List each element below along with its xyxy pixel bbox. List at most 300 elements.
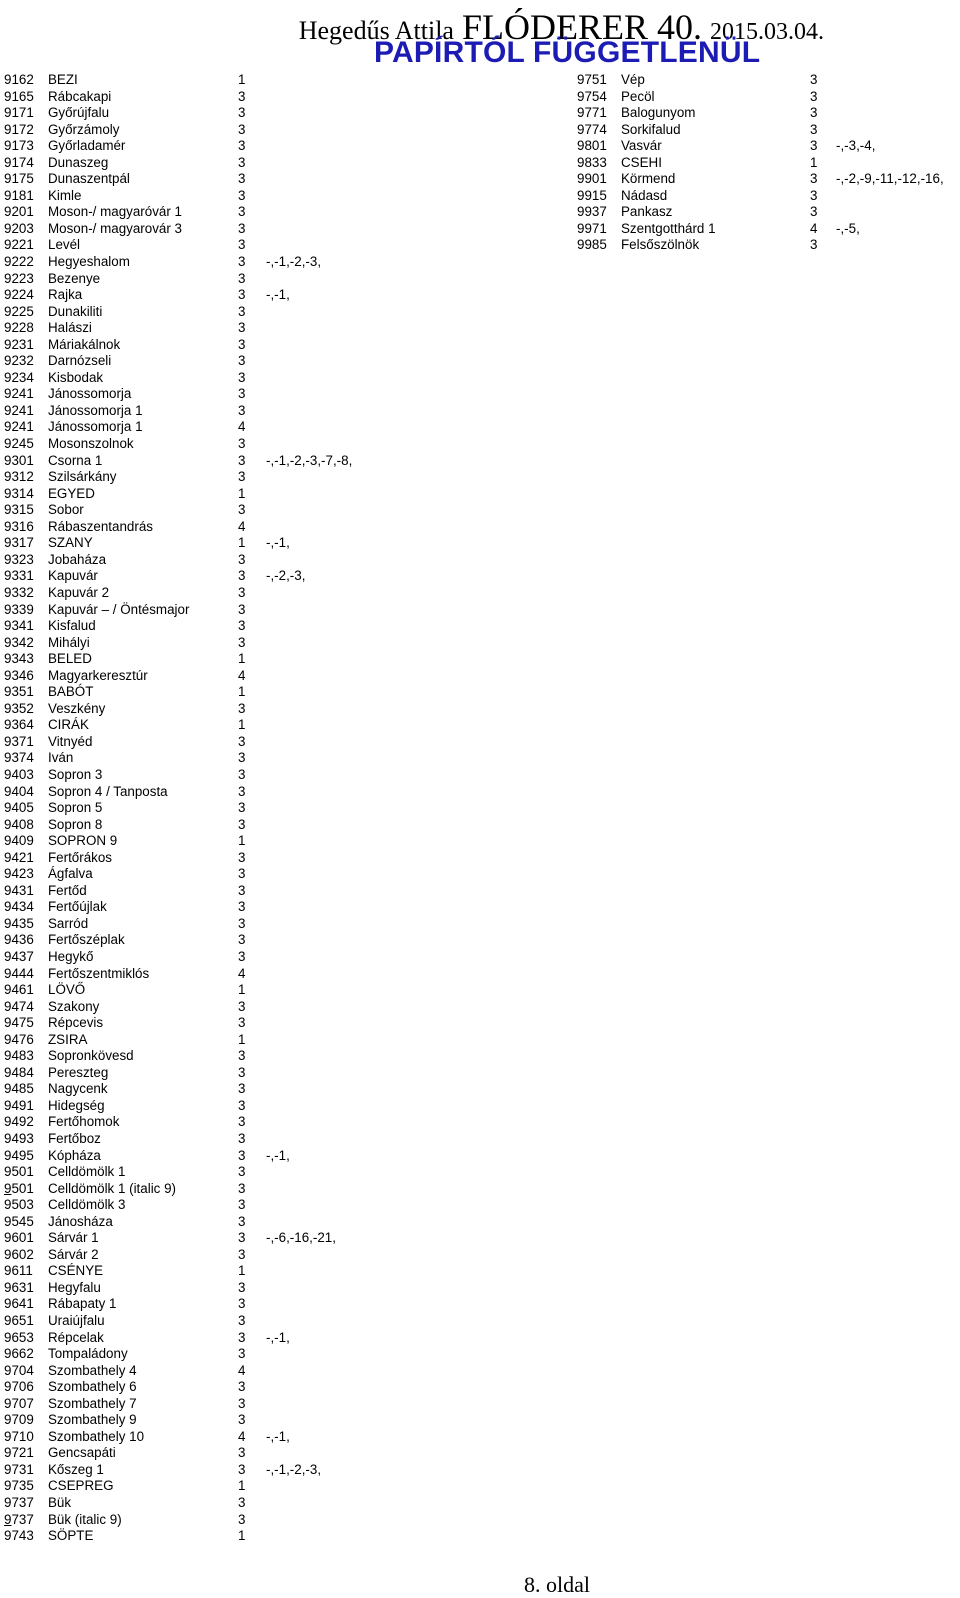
row-code: 9774: [577, 121, 607, 137]
row-num: 3: [238, 1346, 246, 1362]
row-num: 1: [238, 833, 246, 849]
row-code: 9476: [4, 1031, 34, 1047]
row-note: -,-1,: [266, 1147, 290, 1163]
list-row: [4, 1379, 544, 1396]
list-row: [4, 89, 544, 106]
row-num: 3: [238, 336, 246, 352]
row-num: 3: [238, 700, 246, 716]
row-code: 9323: [4, 551, 34, 567]
row-name: Jánossomorja 1: [48, 402, 143, 418]
row-name: Moson-/ magyarovár 3: [48, 220, 182, 236]
row-code: 9721: [4, 1445, 34, 1461]
row-num: 1: [810, 154, 818, 170]
row-name: Mosonszolnok: [48, 436, 134, 452]
list-row: [4, 916, 544, 933]
row-code: 9312: [4, 469, 34, 485]
row-name: Sopron 8: [48, 816, 103, 832]
row-name: Felsőszölnök: [621, 237, 700, 253]
row-name: Sobor: [48, 502, 84, 518]
list-row: [4, 403, 544, 420]
list-row: [4, 1015, 544, 1032]
row-name: Sárvár 2: [48, 1246, 99, 1262]
row-num: 3: [810, 105, 818, 121]
list-row: [4, 386, 544, 403]
row-code: 9737: [4, 1511, 34, 1527]
row-num: 1: [238, 1528, 246, 1544]
row-num: 3: [238, 254, 246, 270]
row-num: 3: [238, 750, 246, 766]
row-code: 9444: [4, 965, 34, 981]
row-num: 1: [238, 1263, 246, 1279]
row-num: 3: [238, 1279, 246, 1295]
row-num: 3: [238, 1064, 246, 1080]
row-num: 3: [238, 1131, 246, 1146]
left-list: [4, 72, 544, 1545]
row-code: 9483: [4, 1048, 34, 1064]
row-num: 3: [238, 105, 246, 121]
row-code: 9241: [4, 419, 34, 435]
list-row: [4, 370, 544, 387]
row-code: 9431: [4, 882, 34, 898]
list-row: [4, 1330, 544, 1347]
row-num: 1: [238, 485, 246, 501]
row-code: 9314: [4, 485, 34, 501]
row-code: 9371: [4, 733, 34, 749]
list-row: [4, 72, 544, 89]
list-row: [4, 1114, 544, 1131]
row-name: Celldömölk 1: [48, 1164, 126, 1180]
row-code: 9602: [4, 1246, 34, 1262]
row-num: 3: [810, 138, 818, 154]
list-row: [4, 949, 544, 966]
row-name: Bük: [48, 1495, 72, 1511]
row-code: 9641: [4, 1296, 34, 1312]
row-code: 9403: [4, 766, 34, 782]
row-num: 3: [238, 1329, 246, 1345]
list-row: [4, 1148, 544, 1165]
row-note: -,-3,-4,: [836, 138, 876, 154]
author-name: Hegedűs Attila: [298, 16, 454, 45]
row-code: 9437: [4, 948, 34, 964]
list-row: [4, 1396, 544, 1413]
row-num: 3: [238, 783, 246, 799]
row-code: 9801: [577, 138, 607, 154]
row-num: 3: [238, 237, 246, 253]
row-num: 3: [238, 1180, 246, 1196]
list-row: [4, 1131, 544, 1148]
row-code: 9346: [4, 667, 34, 683]
row-num: 1: [238, 72, 246, 87]
list-row: [4, 1098, 544, 1115]
row-name: Moson-/ magyaróvár 1: [48, 204, 182, 220]
row-name: Győrzámoly: [48, 121, 120, 137]
row-code: 9461: [4, 982, 34, 998]
row-num: 3: [238, 469, 246, 485]
row-name: Répcelak: [48, 1329, 104, 1345]
list-row: [4, 883, 544, 900]
list-row: [4, 1181, 544, 1198]
row-num: 3: [238, 402, 246, 418]
row-code: 9222: [4, 254, 34, 270]
list-row: [4, 784, 544, 801]
list-row: [4, 122, 544, 139]
list-row: [4, 155, 544, 172]
row-num: 3: [238, 1445, 246, 1461]
row-num: 3: [238, 121, 246, 137]
row-name: Rábapaty 1: [48, 1296, 117, 1312]
row-num: 3: [238, 766, 246, 782]
row-note: -,-1,-2,-3,-7,-8,: [266, 452, 353, 468]
row-num: 4: [238, 1428, 246, 1444]
row-code: 9245: [4, 436, 34, 452]
list-row: [4, 668, 544, 685]
document-title: FLÓDERER 40.: [461, 7, 702, 47]
row-code: 9175: [4, 171, 34, 187]
row-name: Vitnyéd: [48, 733, 93, 749]
row-num: 3: [238, 353, 246, 369]
list-row: [4, 552, 544, 569]
row-name: Ágfalva: [48, 866, 93, 882]
row-num: 3: [238, 866, 246, 882]
row-code: 9495: [4, 1147, 34, 1163]
row-num: 3: [238, 204, 246, 220]
row-code: 9223: [4, 270, 34, 286]
row-num: 3: [238, 1379, 246, 1395]
list-row: [4, 287, 544, 304]
list-row: [4, 436, 544, 453]
row-code: 9915: [577, 187, 607, 203]
row-num: 4: [238, 1362, 246, 1378]
row-num: 3: [810, 72, 818, 87]
row-name: Dunaszentpál: [48, 171, 130, 187]
list-row: [4, 866, 544, 883]
row-num: 3: [238, 849, 246, 865]
row-code: 9731: [4, 1461, 34, 1477]
row-note: -,-1,-2,-3,: [266, 1461, 322, 1477]
row-note: -,-2,-3,: [266, 568, 306, 584]
document-subtitle: PAPÍRTÓL FÜGGETLENÜL: [374, 36, 761, 69]
list-row: [4, 717, 544, 734]
row-num: 3: [238, 1246, 246, 1262]
row-code: 9771: [577, 105, 607, 121]
row-num: 3: [810, 237, 818, 253]
row-name: Szombathely 10: [48, 1428, 145, 1444]
row-code: 9937: [577, 204, 607, 220]
row-name: Mihályi: [48, 634, 90, 650]
row-code: 9484: [4, 1064, 34, 1080]
list-row: [4, 1280, 544, 1297]
row-code: 9751: [577, 72, 607, 87]
row-code: 9351: [4, 684, 34, 700]
list-row: [4, 320, 544, 337]
list-row: [4, 1346, 544, 1363]
row-name: Répcevis: [48, 1015, 104, 1031]
row-num: 3: [238, 1164, 246, 1180]
list-row: [4, 105, 544, 122]
row-note: -,-2,-9,-11,-12,-16,: [836, 171, 944, 187]
row-name: Szombathely 4: [48, 1362, 137, 1378]
row-num: 3: [238, 1230, 246, 1246]
row-name: Kőszeg 1: [48, 1461, 104, 1477]
list-row: [577, 221, 960, 238]
list-row: [4, 767, 544, 784]
list-row: [577, 171, 960, 188]
row-num: 4: [238, 965, 246, 981]
row-code: 9172: [4, 121, 34, 137]
row-code: 9436: [4, 932, 34, 948]
row-note: -,-1,: [266, 287, 290, 303]
right-list: [577, 72, 960, 254]
row-code: 9201: [4, 204, 34, 220]
list-row: [4, 237, 544, 254]
row-num: 3: [238, 220, 246, 236]
row-num: 3: [238, 1114, 246, 1130]
row-num: 3: [238, 601, 246, 617]
row-code: 9971: [577, 220, 607, 236]
row-code: 9409: [4, 833, 34, 849]
row-name: Szilsárkány: [48, 469, 117, 485]
row-name: Körmend: [621, 171, 676, 187]
row-num: 1: [238, 1478, 246, 1494]
row-name: Rajka: [48, 287, 83, 303]
row-name: Sopron 4 / Tanposta: [48, 783, 168, 799]
row-name: BEZI: [48, 72, 78, 87]
list-row: [4, 800, 544, 817]
row-num: 3: [238, 882, 246, 898]
row-num: 3: [238, 998, 246, 1014]
row-code: 9315: [4, 502, 34, 518]
row-name: Szakony: [48, 998, 100, 1014]
row-code: 9408: [4, 816, 34, 832]
row-num: 3: [810, 88, 818, 104]
list-row: [4, 585, 544, 602]
list-row: [4, 1048, 544, 1065]
row-num: 3: [238, 187, 246, 203]
row-name: Rábaszentandrás: [48, 518, 153, 534]
row-num: 3: [810, 204, 818, 220]
list-row: [4, 453, 544, 470]
row-code: 9343: [4, 651, 34, 667]
list-row: [4, 1363, 544, 1380]
row-name: CSEHI: [621, 154, 662, 170]
row-num: 1: [238, 717, 246, 733]
row-name: Sopron 3: [48, 766, 103, 782]
row-code: 9332: [4, 584, 34, 600]
row-name: Celldömölk 1 (italic 9): [48, 1180, 176, 1196]
row-num: 3: [238, 88, 246, 104]
row-name: Fertőboz: [48, 1131, 101, 1146]
row-code: 9901: [577, 171, 607, 187]
row-num: 3: [238, 1511, 246, 1527]
row-num: 3: [238, 634, 246, 650]
row-code: 9501: [4, 1180, 34, 1196]
row-name: Vasvár: [621, 138, 662, 154]
row-code: 9342: [4, 634, 34, 650]
row-num: 3: [238, 618, 246, 634]
row-code: 9709: [4, 1412, 34, 1428]
row-code: 9203: [4, 220, 34, 236]
row-name: Jánosháza: [48, 1213, 113, 1229]
list-row: [4, 1081, 544, 1098]
list-row: [4, 353, 544, 370]
row-note: -,-6,-16,-21,: [266, 1230, 336, 1246]
row-code: 9228: [4, 320, 34, 336]
row-note: -,-1,: [266, 1329, 290, 1345]
row-num: 1: [238, 684, 246, 700]
row-name: Iván: [48, 750, 74, 766]
row-num: 3: [238, 1097, 246, 1113]
row-num: 4: [238, 667, 246, 683]
row-name: Bezenye: [48, 270, 101, 286]
row-code: 9301: [4, 452, 34, 468]
list-row: [4, 419, 544, 436]
row-name: Kópháza: [48, 1147, 101, 1163]
row-name: Halászi: [48, 320, 92, 336]
row-num: 3: [238, 1213, 246, 1229]
row-code: 9224: [4, 287, 34, 303]
row-name: Kapuvár: [48, 568, 98, 584]
row-code: 9704: [4, 1362, 34, 1378]
list-row: [4, 1495, 544, 1512]
row-name: Veszkény: [48, 700, 106, 716]
row-name: Pecöl: [621, 88, 655, 104]
row-code: 9404: [4, 783, 34, 799]
row-code: 9735: [4, 1478, 34, 1494]
row-name: Dunaszeg: [48, 154, 109, 170]
row-name: Fertőszéplak: [48, 932, 125, 948]
row-code: 9165: [4, 88, 34, 104]
row-num: 4: [810, 220, 818, 236]
row-code: 9405: [4, 800, 34, 816]
row-code: 9475: [4, 1015, 34, 1031]
row-note: -,-1,: [266, 535, 290, 551]
row-name: Uraiújfalu: [48, 1313, 105, 1329]
row-code: 9331: [4, 568, 34, 584]
row-num: 3: [238, 1412, 246, 1428]
row-name: CSEPREG: [48, 1478, 114, 1494]
row-name: Celldömölk 3: [48, 1197, 126, 1213]
row-num: 1: [238, 651, 246, 667]
row-name: Pankasz: [621, 204, 673, 220]
list-row: [4, 1263, 544, 1280]
row-code: 9485: [4, 1081, 34, 1097]
row-name: Nagycenk: [48, 1081, 108, 1097]
row-code: 9631: [4, 1279, 34, 1295]
row-code: 9492: [4, 1114, 34, 1130]
row-code: 9651: [4, 1313, 34, 1329]
row-code: 9601: [4, 1230, 34, 1246]
list-row: [4, 486, 544, 503]
row-num: 3: [238, 899, 246, 915]
list-row: [4, 1528, 544, 1545]
row-num: 4: [238, 518, 246, 534]
list-row: [577, 72, 960, 89]
row-code: 9611: [4, 1263, 33, 1279]
list-row: [4, 1429, 544, 1446]
row-num: 3: [238, 733, 246, 749]
row-code: 9707: [4, 1395, 34, 1411]
row-code: 9162: [4, 72, 34, 87]
row-name: Jánossomorja 1: [48, 419, 143, 435]
list-row: [4, 254, 544, 271]
row-name: Győrladamér: [48, 138, 126, 154]
row-code: 9653: [4, 1329, 34, 1345]
row-code: 9352: [4, 700, 34, 716]
row-code: 9833: [577, 154, 607, 170]
list-row: [4, 1445, 544, 1462]
row-num: 3: [238, 932, 246, 948]
row-name: Nádasd: [621, 187, 668, 203]
row-name: Darnózseli: [48, 353, 112, 369]
page-number: 8. oldal: [524, 1572, 590, 1597]
row-num: 3: [238, 584, 246, 600]
row-num: 3: [238, 1015, 246, 1031]
row-num: 3: [238, 320, 246, 336]
row-name: Sorkifalud: [621, 121, 681, 137]
row-code: 9985: [577, 237, 607, 253]
row-name: Máriakálnok: [48, 336, 121, 352]
row-num: 3: [238, 1395, 246, 1411]
list-row: [577, 105, 960, 122]
row-name: Hegykő: [48, 948, 94, 964]
row-name: Fertőszentmiklós: [48, 965, 150, 981]
row-code: 9421: [4, 849, 34, 865]
row-name: Jánossomorja: [48, 386, 132, 402]
row-name: SOPRON 9: [48, 833, 118, 849]
row-num: 3: [238, 816, 246, 832]
list-row: [4, 1512, 544, 1529]
row-name: Kisbodak: [48, 369, 104, 385]
list-row: [4, 535, 544, 552]
list-row: [4, 850, 544, 867]
list-row: [4, 1478, 544, 1495]
row-num: 3: [238, 154, 246, 170]
row-name: Csorna 1: [48, 452, 103, 468]
row-code: 9491: [4, 1097, 34, 1113]
row-code: 9232: [4, 353, 34, 369]
row-name: Fertőd: [48, 882, 87, 898]
list-row: [4, 999, 544, 1016]
list-row: [4, 635, 544, 652]
row-code: 9503: [4, 1197, 34, 1213]
list-row: [4, 1197, 544, 1214]
row-code: 9339: [4, 601, 34, 617]
list-row: [577, 138, 960, 155]
row-name: Rábcakapi: [48, 88, 112, 104]
row-code: 9181: [4, 187, 34, 203]
list-row: [4, 1462, 544, 1479]
row-code: 9234: [4, 369, 34, 385]
row-num: 3: [238, 1048, 246, 1064]
list-row: [577, 237, 960, 254]
list-row: [4, 1032, 544, 1049]
row-name: CIRÁK: [48, 717, 89, 733]
row-num: 1: [238, 982, 246, 998]
row-code: 9364: [4, 717, 34, 733]
list-row: [4, 982, 544, 999]
row-code: 9737: [4, 1495, 34, 1511]
row-name: EGYED: [48, 485, 95, 501]
row-num: 3: [810, 171, 818, 187]
list-row: [4, 932, 544, 949]
row-note: -,-1,-2,-3,: [266, 254, 322, 270]
row-code: 9241: [4, 402, 34, 418]
row-code: 9174: [4, 154, 34, 170]
list-row: [4, 204, 544, 221]
list-row: [4, 1065, 544, 1082]
list-row: [4, 701, 544, 718]
row-num: 3: [238, 1147, 246, 1163]
